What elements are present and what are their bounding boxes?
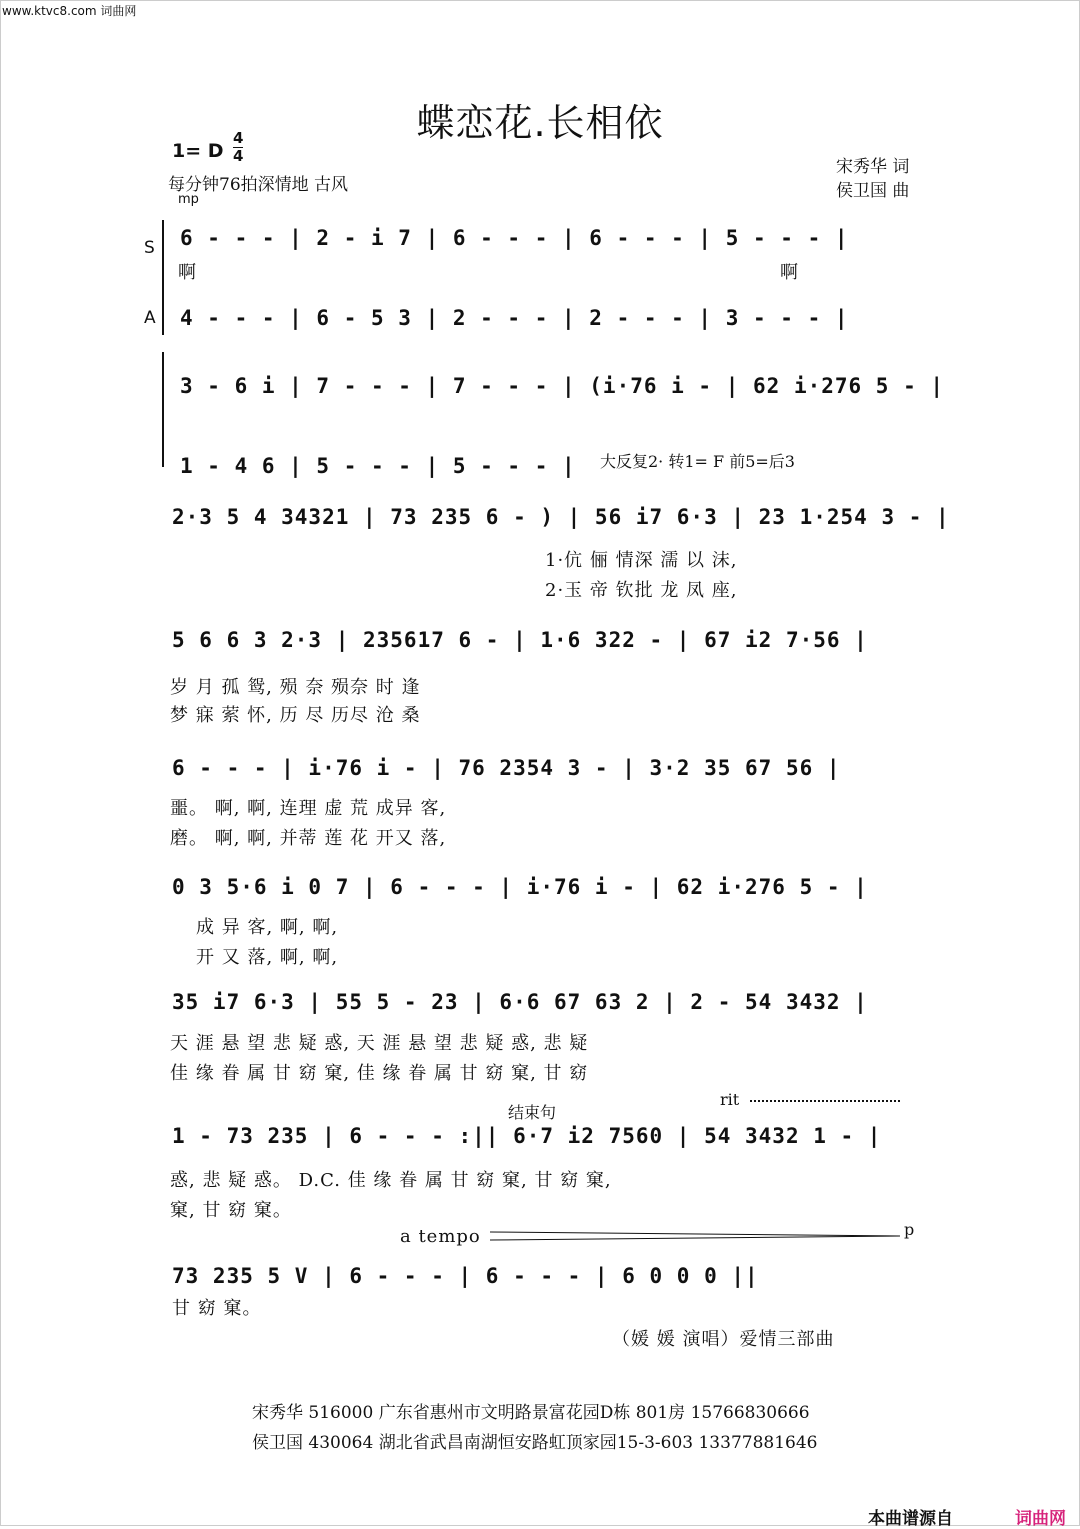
sys2-repeat-note: 大反复2· 转1= F 前5=后3 [600,452,795,471]
sys1-lyric-1: 啊 [178,262,197,283]
tempo-marking: 每分钟76拍深情地 古风 [168,175,349,195]
key-signature: 1= D [172,140,224,162]
watermark: www.ktvc8.com 词曲网 [2,4,137,18]
sys1-lyric-2: 啊 [780,262,799,283]
source-badge-site[interactable]: 词曲网 [1015,1509,1066,1529]
row5-notes: 6 - - - | i·76 i - | 76 2354 3 - | 3·2 35 67 56 | [172,756,841,780]
row3-notes: 2·3 5 4 34321 | 73 235 6 - ) | 56 i7 6·3 | 23 1·254 3 - | [172,505,950,529]
row4-lyric-2: 梦 寐 萦 怀, 历 尽 历尽 沧 桑 [170,705,421,726]
voice-label-s: S [144,238,155,258]
rit-dots [750,1092,900,1102]
dynamic-p: p [904,1220,915,1239]
row9-lyric: 甘 窈 窠。 [172,1298,262,1319]
row3-lyric-1: 1·伉 俪 情深 濡 以 沫, [545,550,738,571]
time-signature [233,130,243,165]
lyricist: 宋秀华 词 [836,157,910,177]
source-badge-label: 本曲谱源自 [868,1509,953,1529]
a-tempo-marking: a tempo [400,1226,481,1247]
row6-lyric-1: 成 异 客, 啊, 啊, [196,917,339,938]
sys2-soprano-notes: 3 - 6 i | 7 - - - | 7 - - - | (i·76 i - | 62 i·276 5 - | [180,374,945,398]
time-bottom: 4 [233,147,244,165]
footer-composer-address: 侯卫国 430064 湖北省武昌南湖恒安路虹顶家园15-3-603 13377881646 [252,1433,818,1453]
rit-marking: rit [720,1090,740,1109]
row4-lyric-1: 岁 月 孤 鸳, 殒 奈 殒奈 时 逢 [170,677,421,698]
voice-label-a: A [144,308,156,328]
footer-lyricist-address: 宋秀华 516000 广东省惠州市文明路景富花园D栋 801房 15766830666 [252,1403,810,1423]
system-bracket [162,220,164,335]
row4-notes: 5 6 6 3 2·3 | 235617 6 - | 1·6 322 - | 67 i2 7·56 | [172,628,868,652]
decrescendo-hairpin [490,1228,910,1250]
row9-notes: 73 235 5 V | 6 - - - | 6 - - - | 6 0 0 0 || [172,1264,759,1288]
performer-note: （媛 媛 演唱）爱情三部曲 [612,1329,835,1350]
row7-notes: 35 i7 6·3 | 55 5 - 23 | 6·6 67 63 2 | 2 - 54 3432 | [172,990,868,1014]
time-top: 4 [233,129,244,147]
row5-lyric-1: 噩。 啊, 啊, 连理 虚 荒 成异 客, [170,798,447,819]
row7-lyric-1: 天 涯 悬 望 悲 疑 惑, 天 涯 悬 望 悲 疑 惑, 悲 疑 [170,1033,589,1054]
row8-notes: 1 - 73 235 | 6 - - - :|| 6·7 i2 7560 | 54 3432 1 - | [172,1124,882,1148]
sys1-alto-notes: 4 - - - | 6 - 5 3 | 2 - - - | 2 - - - | 3 - - - | [180,306,849,330]
row3-lyric-2: 2·玉 帝 钦批 龙 凤 座, [545,580,738,601]
system-bracket-2 [162,352,164,467]
dynamic-mp: mp [178,192,199,207]
sys1-soprano-notes: 6 - - - | 2 - i 7 | 6 - - - | 6 - - - | 5 - - - | [180,226,849,250]
row6-lyric-2: 开 又 落, 啊, 啊, [196,947,339,968]
row8-lyric-1: 惑, 悲 疑 惑。 D.C. 佳 缘 眷 属 甘 窈 窠, 甘 窈 窠, [170,1170,612,1191]
row5-lyric-2: 磨。 啊, 啊, 并蒂 莲 花 开又 落, [170,828,447,849]
score-title: 蝶恋花.长相依 [416,101,664,145]
row7-lyric-2: 佳 缘 眷 属 甘 窈 窠, 佳 缘 眷 属 甘 窈 窠, 甘 窈 [170,1063,589,1084]
row6-notes: 0 3 5·6 i 0 7 | 6 - - - | i·76 i - | 62 i·276 5 - | [172,875,868,899]
composer: 侯卫国 曲 [836,181,910,201]
sys2-alto-notes: 1 - 4 6 | 5 - - - | 5 - - - | [180,454,576,478]
row8-lyric-2: 窠, 甘 窈 窠。 [170,1200,292,1221]
ending-label: 结束句 [508,1103,557,1122]
